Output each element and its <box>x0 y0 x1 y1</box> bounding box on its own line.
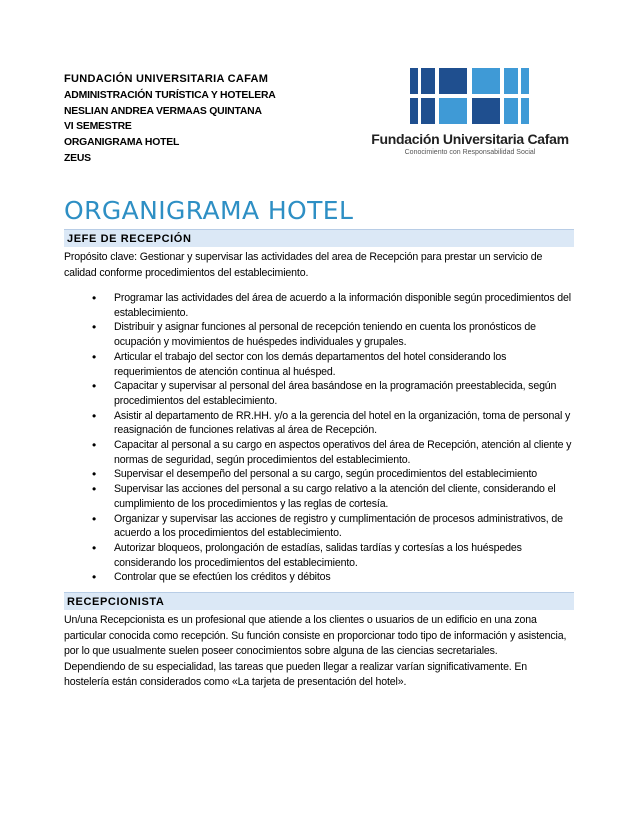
program-name: ADMINISTRACIÓN TURÍSTICA Y HOTELERA <box>64 89 276 101</box>
purpose-paragraph: Propósito clave: Gestionar y supervisar las actividades del area de Recepción para prestar un servicio de calidad conforme procedimientos del establecimiento. <box>64 251 543 279</box>
responsibilities-list <box>64 291 574 585</box>
list-item: • Capacitar y supervisar al personal del área basándose en la programación preestablecida, según procedimientos del establecimiento. <box>64 379 574 408</box>
hotel-name: ZEUS <box>64 152 91 164</box>
logo-name: Fundación Universitaria Cafam <box>371 131 569 147</box>
section-heading-recepcionista: RECEPCIONISTA <box>64 592 574 610</box>
list-item: • Organizar y supervisar las acciones de registro y cumplimentación de procesos administrativos, de acuerdo a los procedimientos del establecimiento. <box>64 512 574 541</box>
header-info <box>64 72 276 167</box>
list-item: • Distribuir y asignar funciones al personal de recepción teniendo en cuenta los pronósticos de ocupación y movimientos de huéspedes individuales y grupales. <box>64 320 574 349</box>
recepcionista-paragraph-2: Dependiendo de su especialidad, las tareas que pueden llegar a realizar varían significativamente. En hostelería están considerados como «La tarjeta de presentación del hotel». <box>64 660 528 689</box>
list-item: • Controlar que se efectúen los créditos y débitos <box>64 570 574 585</box>
section-heading-jefe-recepcion: JEFE DE RECEPCIÓN <box>64 229 574 247</box>
page-title: ORGANIGRAMA HOTEL <box>64 196 354 225</box>
list-item: • Capacitar al personal a su cargo en aspectos operativos del área de Recepción, atención al cliente y normas de seguridad, según procedimientos del establecimiento. <box>64 438 574 467</box>
logo-tagline: Conocimiento con Responsabilidad Social <box>404 149 536 156</box>
recepcionista-description <box>64 613 574 691</box>
recepcionista-paragraph-1: Un/una Recepcionista es un profesional que atiende a los clientes o usuarios de un edificio en una zona particular conocida como recepción. Su función consiste en proporcionar todo tipo de información y asistencia, por lo que usualmente suelen poseer conocimientos sobre alguna de las ciencias secretariales. <box>64 614 567 658</box>
list-item: • Autorizar bloqueos, prolongación de estadías, salidas tardías y cortesías a los huéspedes considerando los procedimientos del establecimiento. <box>64 541 574 570</box>
list-item: • Articular el trabajo del sector con los demás departamentos del hotel considerando los requerimientos de atención continua al huésped. <box>64 350 574 379</box>
list-item: • Supervisar las acciones del personal a su cargo relativo a la atención del cliente, considerando el cumplimiento de los procedimientos y las reglas de cortesía. <box>64 482 574 511</box>
list-item: • Programar las actividades del área de acuerdo a la información disponible según procedimientos del establecimiento. <box>64 291 574 320</box>
institution-name: FUNDACIÓN UNIVERSITARIA CAFAM <box>64 73 269 85</box>
cafam-logo <box>355 64 585 164</box>
list-item: • Supervisar el desempeño del personal a su cargo, según procedimientos del establecimiento <box>64 467 574 482</box>
document-subject: ORGANIGRAMA HOTEL <box>64 137 180 149</box>
cafam-emblem-icon <box>355 64 585 132</box>
semester: VI SEMESTRE <box>64 121 132 133</box>
list-item: • Asistir al departamento de RR.HH. y/o a la gerencia del hotel en la organización, toma de personal y reasignación de funciones relativas al área de Recepción. <box>64 409 574 438</box>
author-name: NESLIAN ANDREA VERMAAS QUINTANA <box>64 105 262 117</box>
